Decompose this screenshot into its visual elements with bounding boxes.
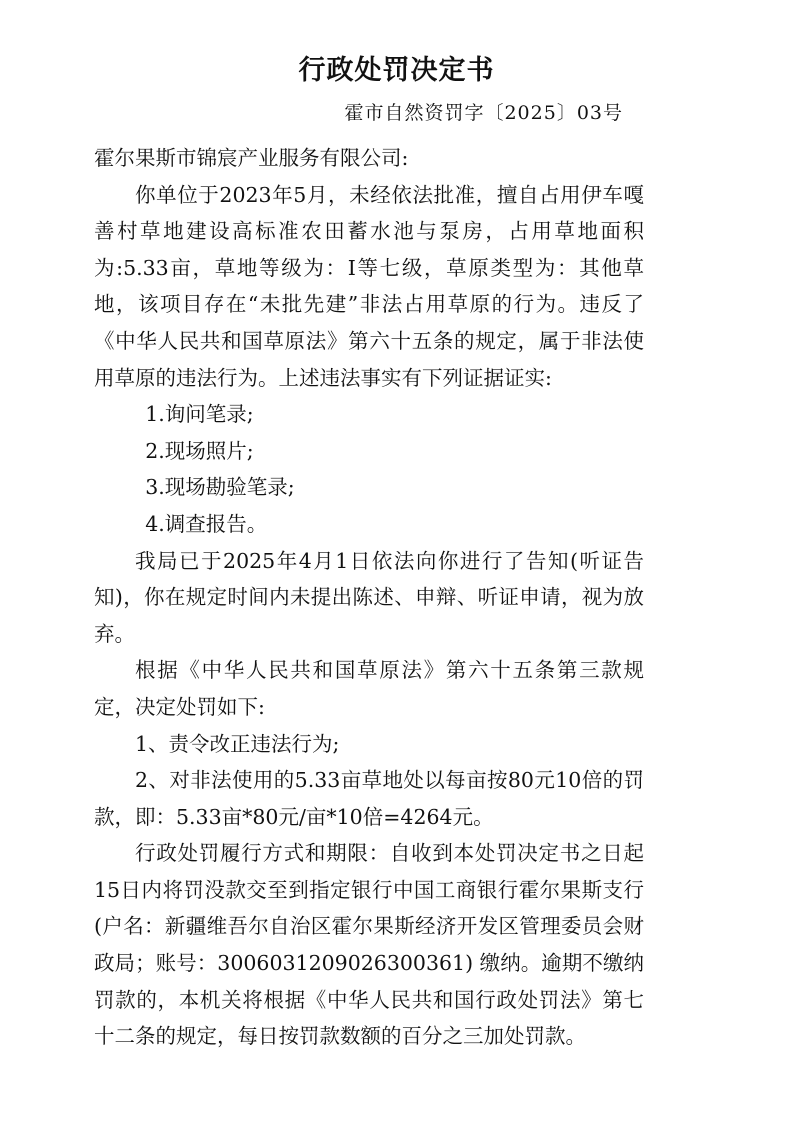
document-body [94,140,644,1055]
document-title: 行政处罚决定书 [298,55,495,86]
addressee: 霍尔果斯市锦宸产业服务有限公司: [94,146,409,170]
evidence-item: 4.调查报告。 [145,511,268,536]
document-number: 霍市自然资罚字〔2025〕03号 [344,102,623,124]
evidence-item: 1.询问笔录; [145,402,254,427]
evidence-item: 3.现场勘验笔录; [145,475,295,500]
penalty-item: 2、对非法使用的5.33亩草地处以每亩按80元10倍的罚款，即：5.33亩*80元/亩*10倍=4264元。 [94,768,644,829]
penalty-item: 1、责令改正违法行为; [135,731,340,756]
legal-basis-paragraph: 根据《中华人民共和国草原法》第六十五条第三款规定，决定处罚如下: [94,658,644,719]
evidence-item: 2.现场照片; [145,438,254,463]
payment-paragraph: 行政处罚履行方式和期限：自收到本处罚决定书之日起15日内将罚没款交至到指定银行中国工商银行霍尔果斯支行(户名：新疆维吾尔自治区霍尔果斯经济开发区管理委员会财政局；账号：3006031209026300361) 缴纳。逾期不缴纳罚款的，本机关将根据《中华人民共和国行政处罚法》第七十二条的规定，每日按罚款数额的百分之三加处罚款。 [94,841,644,1049]
notice-paragraph: 我局已于2025年4月1日依法向你进行了告知(听证告知)，你在规定时间内未提出陈述、申辩、听证申请，视为放弃。 [94,548,644,646]
facts-paragraph: 你单位于2023年5月，未经依法批准，擅自占用伊车嘎善村草地建设高标准农田蓄水池与泵房，占用草地面积为:5.33亩，草地等级为：I等七级，草原类型为：其他草地，该项目存在“未批先建”非法占用草原的行为。违反了《中华人民共和国草原法》第六十五条的规定，属于非法使用草原的违法行为。上述违法事实有下列证据证实: [94,182,644,390]
